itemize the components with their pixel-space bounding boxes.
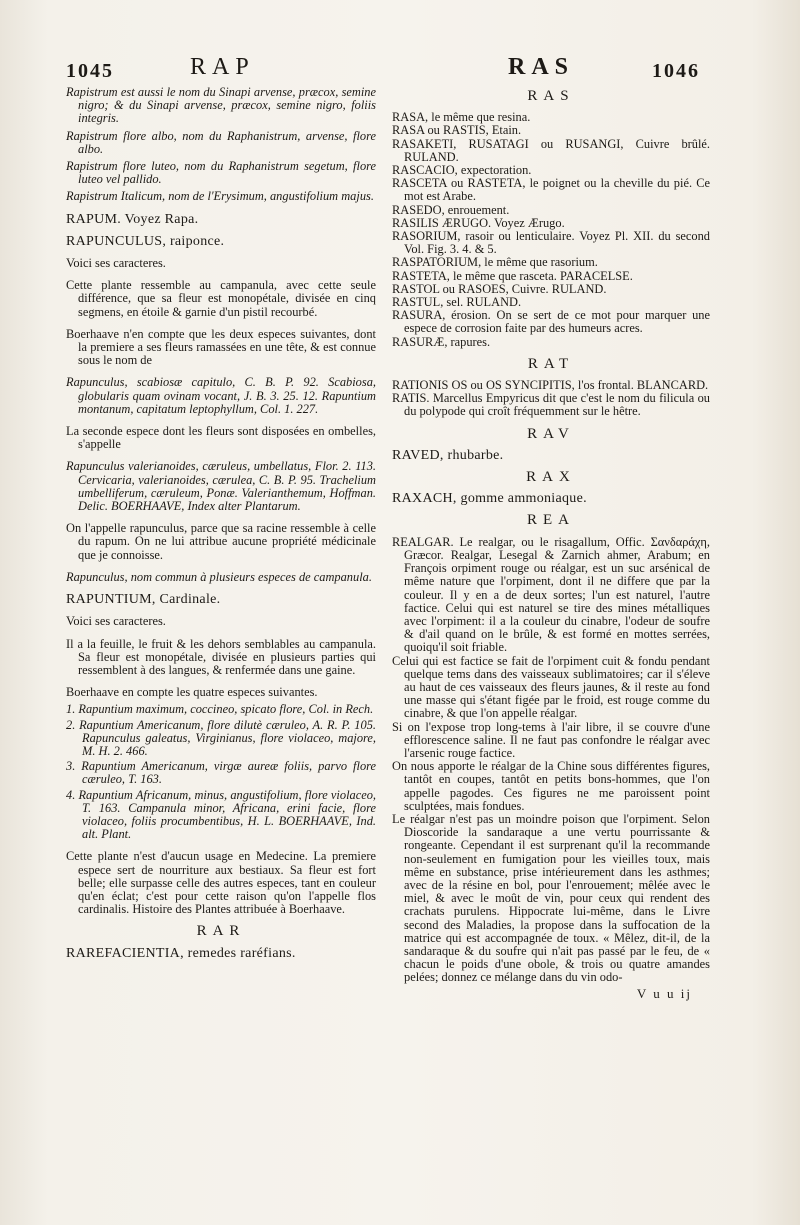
para-species-2: Rapunculus valerianoides, cæruleus, umbellatus, Flor. 2. 113. Cervicaria, valerianoides, cærulea, C. B. P. 95. Trachelium umbelliferum, cæruleum, Ponæ. Valerianthemum, Hoffman. Delic. BOERHAAVE, Index alter Plantarum. xyxy=(66,459,376,514)
entry-realgar-3: Si on l'expose trop long-tems à l'air libre, il se couvre d'une efflorescence saline. Il ne faut pas confondre le réalgar avec l'arsenic rouge factice. xyxy=(392,719,710,760)
right-column xyxy=(392,86,710,1000)
entry-rapistrum-1: Rapistrum est aussi le nom du Sinapi arvense, præcox, semine nigro; & du Sinapi arvense, præcox, semine nigro, foliis integris. xyxy=(66,85,376,126)
entry-ratis: RATIS. Marcellus Empyricus dit que c'est le nom du filicula ou du polypode qui croît fréquemment sur le hêtre. xyxy=(392,391,710,419)
entry-realgar-2: Celui qui est factice se fait de l'orpiment cuit & fondu pendant quelque tems dans des vaisseaux sublimatoires; car il s'éleve au haut de ces vaisseaux des fleurs jaunes, & il reste au fond une masse qui s'étant figée par le froid, est rouge comme du cinabre, & que l'on appelle réalgar. xyxy=(392,653,710,721)
species-list xyxy=(66,703,376,841)
entry-rapistrum-4: Rapistrum Italicum, nom de l'Erysimum, angustifolium majus. xyxy=(66,189,374,204)
entry-rascacio: RASCACIO, expectoration. xyxy=(392,163,532,178)
para-seconde: La seconde espece dont les fleurs sont disposées en ombelles, s'appelle xyxy=(66,424,376,452)
entry-rastul: RASTUL, sel. RULAND. xyxy=(392,295,522,310)
entry-rasceta: RASCETA ou RASTETA, le poignet ou la cheville du pié. Ce mot est Arabe. xyxy=(392,176,710,204)
entry-rastol: RASTOL ou RASOES, Cuivre. RULAND. xyxy=(392,281,607,296)
entry-realgar-1: REALGAR. Le realgar, ou le risagallum, Offic. Σανδαράχη, Græcor. Realgar, Lesegal & Zarnich ahmer, Arabum; en François orpiment rouge ou réalgar, est un suc arsénical de même nature que l'orpiment, dont il ne differe que par la couleur. Il y en a de deux sortes; l'un est naturel, l'autre factice. Celui qui est naturel se tire des mines métalliques avec l'orpiment: il a la couleur du cinabre, l'odeur de soufre & d'ail quand on le brûle, & est formé en mottes serrées, quoiqu'il soit friable. xyxy=(392,534,710,655)
para-rapunculus-common: Rapunculus, nom commun à plusieurs especes de campanula. xyxy=(66,569,372,584)
entry-raspatorium: RASPATORIUM, le même que rasorium. xyxy=(392,255,598,270)
para-boerhaave-1: Boerhaave n'en compte que les deux especes suivantes, dont la premiere a ses fleurs ramassées en une tête, & est connue sous le nom de xyxy=(66,326,376,368)
section-heading-rav: RAV xyxy=(527,425,575,442)
list-item: 1. Rapuntium maximum, coccineo, spicato flore, Col. in Rech. xyxy=(66,702,374,717)
entry-raxach: RAXACH, gomme ammoniaque. xyxy=(392,491,587,507)
entry-raved: RAVED, rhubarbe. xyxy=(392,447,504,463)
entry-rapunculus-head: RAPUNCULUS, raiponce. xyxy=(66,233,225,249)
entry-rasa: RASA, le même que resina. xyxy=(392,110,531,125)
entry-rasedo: RASEDO, enrouement. xyxy=(392,202,510,217)
entry-realgar-4: On nous apporte le réalgar de la Chine sous différentes figures, tantôt en coupes, tantôt en petits bons-hommes, que l'on appelle pagodes. Ces figures ne me paroissent point sculptées, mais fondues. xyxy=(392,759,710,813)
entry-rationis: RATIONIS OS ou OS SYNCIPITIS, l'os frontal. BLANCARD. xyxy=(392,378,709,393)
para-voici-2: Voici ses caracteres. xyxy=(66,614,166,629)
para-il-a: Il a la feuille, le fruit & les dehors semblables au campanula. Sa fleur est monopétale, divisée en plusieurs parties qui ressemblent à des langues, & renfermée dans une gaine. xyxy=(66,636,376,677)
section-heading-ras: RAS xyxy=(527,88,575,104)
section-heading-rax: RAX xyxy=(526,469,576,486)
section-heading-rea: REA xyxy=(527,512,575,529)
left-page-number: 1045 xyxy=(66,60,114,82)
entry-rasurae: RASURÆ, rapures. xyxy=(392,334,491,349)
list-item: 3. Rapuntium Americanum, virgæ aureæ foliis, parvo flore cæruleo, T. 163. xyxy=(66,759,376,787)
entry-realgar-5: Le réalgar n'est pas un moindre poison que l'orpiment. Selon Dioscoride la sandaraque a une vertu pourrissante & rongeante. Cependant il est surprenant qu'il la recommande non-seulement en fumigation pour les vieilles toux, mais même en substance, prise intérieurement dans les asthmes; avec de la résine en bol, pour l'enrouement; mêlée avec le miel, & avec le moût de vin, pour ceux qui rendent des crachats purulens. Hippocrate lui-même, dans le Livre second des Maladies, la propose dans la suffocation de la matrice qui est accompagnée de toux. « Mêlez, dit-il, de la sandaraque & du soufre qui n'ait pas passé par le feu, de « chacun le poids d'une obole, & trois ou quatre amandes pelées; donnez ce mélange dans du vin odo- xyxy=(392,811,710,985)
entry-rasaketi: RASAKETI, RUSATAGI ou RUSANGI, Cuivre brûlé. RULAND. xyxy=(392,136,710,164)
list-item: 2. Rapuntium Americanum, flore dilutè cæruleo, A. R. P. 105. Rapunculus galeatus, Virginianus, flore violaceo, majore, M. H. 2. 466. xyxy=(66,717,376,758)
left-column xyxy=(66,86,376,964)
para-cette-plante-2: Cette plante n'est d'aucun usage en Medecine. La premiere espece sert de nourriture aux bestiaux. Sa fleur est fort belle; elle surpasse celle des autres especes, tant en couleur qu'en éclat; c'est pour cette raison qu'on l'appelle flos cardinalis. Histoire des Plantes attribuée à Boerhaave. xyxy=(66,849,376,917)
entry-rasura: RASURA, érosion. On se sert de ce mot pour marquer une espece de corrosion faite par des humeurs acres. xyxy=(392,308,710,336)
entry-rapistrum-3: Rapistrum flore luteo, nom du Raphanistrum segetum, flore luteo vel pallido. xyxy=(66,159,376,187)
entry-rasilis: RASILIS ÆRUGO. Voyez Ærugo. xyxy=(392,215,565,230)
para-cette-plante: Cette plante ressemble au campanula, avec cette seule différence, que sa fleur est monopétale, divisée en cinq segmens, en étoile & garnie d'un pistil recourbé. xyxy=(66,278,376,319)
para-on-appelle: On l'appelle rapunculus, parce que sa racine ressemble à celle du rapum. On ne lui attribue aucune propriété médicinale que je connoisse. xyxy=(66,521,376,562)
entry-rasa-rastis: RASA ou RASTIS, Etain. xyxy=(392,123,522,138)
right-running-head: RAS xyxy=(508,54,575,80)
para-species-1: Rapunculus, scabiosæ capitulo, C. B. P. 92. Scabiosa, globularis quam ovinam vocant, J. B. 3. 25. 12. Rapuntium montanum, capitatum leptophyllum, Col. 1. 227. xyxy=(66,375,376,416)
entry-rapistrum-2: Rapistrum flore albo, nom du Raphanistrum, arvense, flore albo. xyxy=(66,128,376,156)
entry-rasorium: RASORIUM, rasoir ou lenticulaire. Voyez Pl. XII. du second Vol. Fig. 3. 4. & 5. xyxy=(392,229,710,257)
section-heading-rar: RAR xyxy=(196,923,246,940)
signature-mark: V u u ij xyxy=(636,985,692,1001)
entry-rapuntium-head: RAPUNTIUM, Cardinale. xyxy=(66,592,221,608)
entry-rarefacientia: RAREFACIENTIA, remedes raréfians. xyxy=(66,945,296,961)
list-item: 4. Rapuntium Africanum, minus, angustifolium, flore violaceo, T. 163. Campanula minor, Africana, erini facie, flore violaceo, foliis procumbentibus, H. L. BOERHAAVE, Ind. alt. Plant. xyxy=(66,787,376,842)
section-heading-rat: RAT xyxy=(527,355,575,372)
para-boerhaave-2: Boerhaave en compte les quatre especes suivantes. xyxy=(66,685,318,700)
entry-rasteta: RASTETA, le même que rasceta. PARACELSE. xyxy=(392,268,633,283)
entry-rapum: RAPUM. Voyez Rapa. xyxy=(66,211,199,227)
left-running-head: RAP xyxy=(190,54,255,80)
para-voici-1: Voici ses caracteres. xyxy=(66,256,166,271)
right-page-number: 1046 xyxy=(652,60,700,82)
